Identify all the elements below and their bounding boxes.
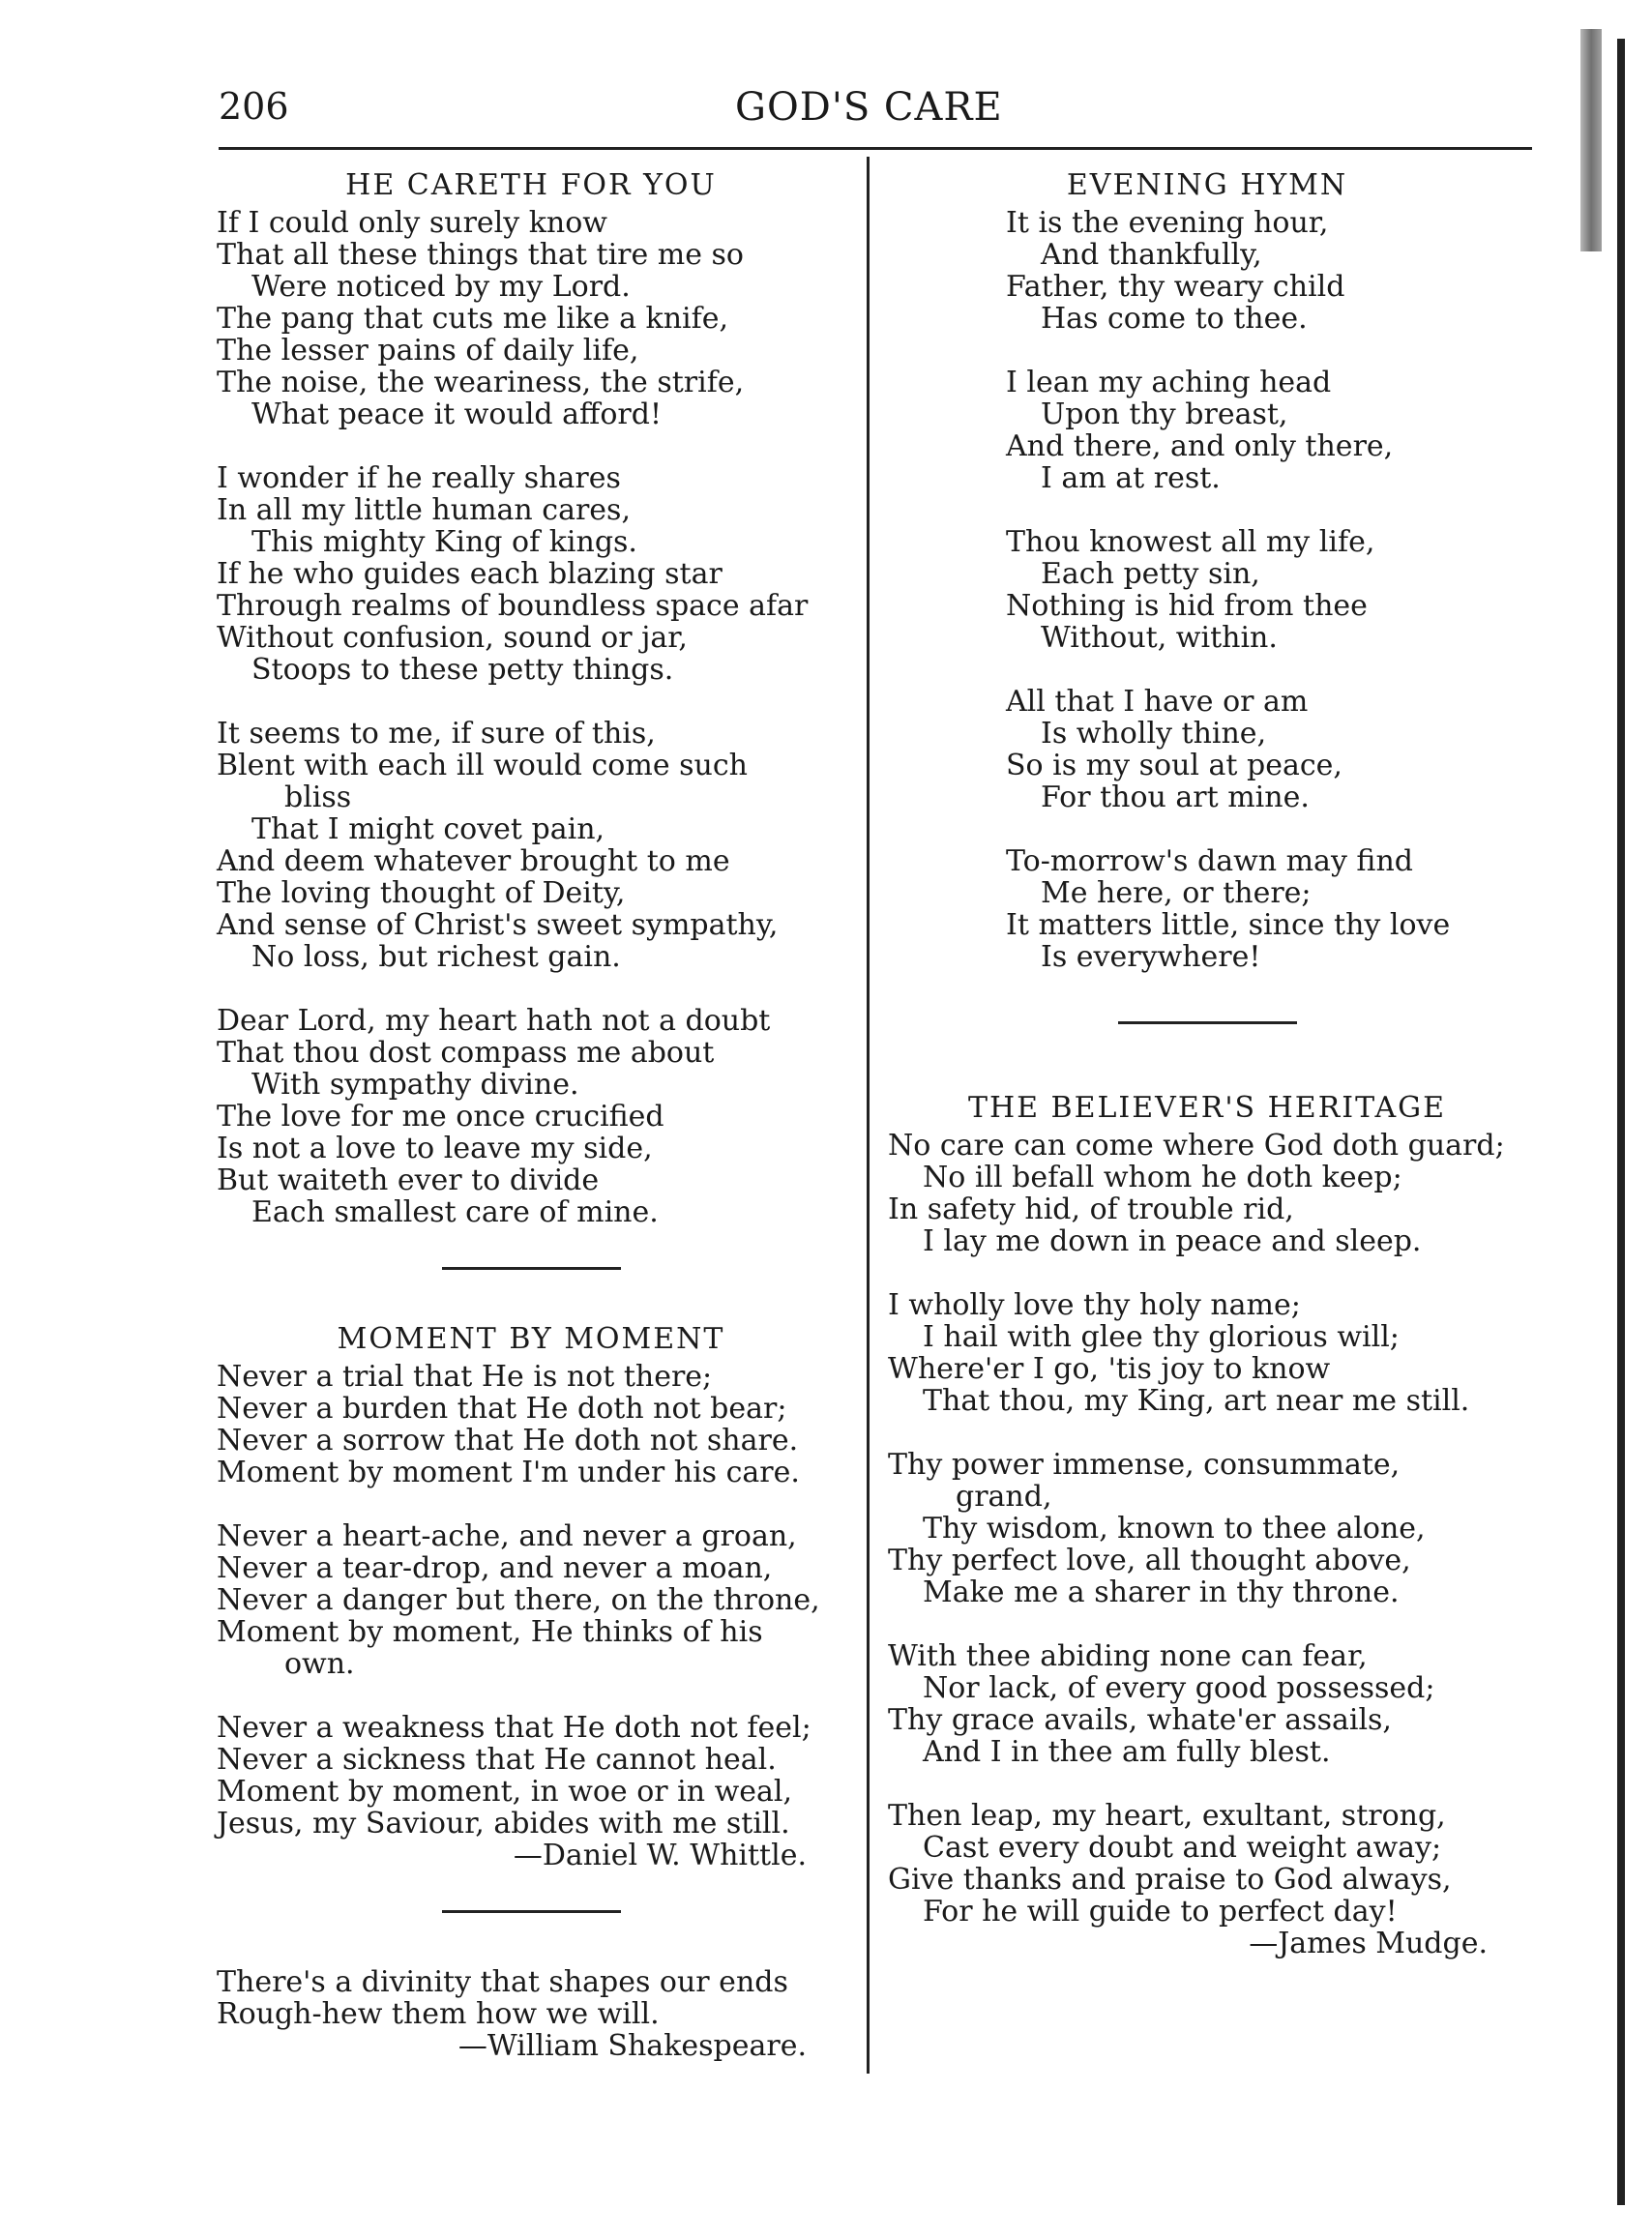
verse-line: I hail with glee thy glorious will;: [923, 1320, 1400, 1354]
verse-line: Nothing is hid from thee: [1006, 589, 1368, 623]
stanza: [217, 1005, 845, 1228]
verse-line: Stoops to these petty things.: [251, 653, 674, 687]
verse-line: Give thanks and praise to God always,: [888, 1863, 1452, 1897]
author-attribution: —James Mudge.: [1249, 1927, 1488, 1960]
verse-line: Dear Lord, my heart hath not a doubt: [217, 1004, 771, 1038]
verse-line: With sympathy divine.: [251, 1068, 579, 1102]
verse-line: The noise, the weariness, the strife,: [217, 366, 745, 399]
verse-line: Each smallest care of mine.: [251, 1195, 659, 1229]
verse-line: No care can come where God doth guard;: [888, 1129, 1505, 1163]
stanza: [217, 1361, 845, 1488]
verse-line: But waiteth ever to divide: [217, 1163, 600, 1197]
verse-line: It matters little, since thy love: [1006, 908, 1451, 942]
verse-line: And sense of Christ's sweet sympathy,: [217, 908, 779, 942]
running-head: GOD'S CARE: [735, 85, 1003, 130]
verse-line: Is not a love to leave my side,: [217, 1132, 653, 1165]
verse-line: The love for me once crucified: [217, 1100, 664, 1134]
page-edge-shadow: [1580, 29, 1602, 251]
verse-line: Without, within.: [1041, 621, 1278, 655]
verse-line: In all my little human cares,: [217, 493, 631, 527]
verse-line: Never a weakness that He doth not feel;: [217, 1711, 811, 1745]
verse-line: Never a trial that He is not there;: [217, 1360, 713, 1394]
verse-line: Me here, or there;: [1041, 876, 1312, 910]
verse-line: And I in thee am fully blest.: [923, 1735, 1331, 1769]
verse-line: own.: [284, 1647, 355, 1681]
verse-line: Make me a sharer in thy throne.: [923, 1575, 1400, 1609]
author-attribution: —William Shakespeare.: [457, 2029, 807, 2063]
verse-line: Never a heart-ache, and never a groan,: [217, 1519, 797, 1553]
verse-line: To-morrow's dawn may find: [1006, 844, 1413, 878]
verse-line: So is my soul at peace,: [1006, 749, 1342, 782]
verse-line: Never a tear-drop, and never a moan,: [217, 1551, 773, 1585]
poem-title: HE CARETH FOR YOU: [345, 168, 717, 202]
verse-line: Never a sorrow that He doth not share.: [217, 1424, 799, 1458]
verse-line: And deem whatever brought to me: [217, 844, 730, 878]
verse-line: In safety hid, of trouble rid,: [888, 1193, 1294, 1226]
verse-line: The pang that cuts me like a knife,: [217, 302, 729, 336]
verse-line: That all these things that tire me so: [217, 238, 744, 272]
verse-line: Upon thy breast,: [1041, 398, 1288, 431]
verse-line: I lean my aching head: [1006, 366, 1332, 399]
stanza: [217, 718, 845, 973]
verse-line: grand,: [956, 1480, 1052, 1514]
verse-line: bliss: [284, 780, 352, 814]
stanza: [1006, 207, 1526, 335]
verse-line: Without confusion, sound or jar,: [217, 621, 688, 655]
stanza: [888, 1449, 1526, 1608]
verse-line: Then leap, my heart, exultant, strong,: [888, 1799, 1446, 1833]
verse-line: Through realms of boundless space afar: [217, 589, 809, 623]
poem-title: EVENING HYMN: [1066, 168, 1348, 202]
header-rule: [219, 147, 1532, 150]
verse-line: Moment by moment, in woe or in weal,: [217, 1775, 793, 1809]
page-edge: [1617, 39, 1625, 2205]
verse-line: I am at rest.: [1041, 461, 1221, 495]
stanza: [1006, 845, 1526, 973]
stanza: [217, 1712, 845, 1871]
verse-line: Thy perfect love, all thought above,: [888, 1544, 1411, 1577]
verse-line: Nor lack, of every good possessed;: [923, 1671, 1435, 1705]
verse-line: Father, thy weary child: [1006, 270, 1345, 304]
verse-line: Is everywhere!: [1041, 940, 1261, 974]
verse-line: For thou art mine.: [1041, 780, 1310, 814]
verse-line: Rough-hew them how we will.: [217, 1997, 660, 2031]
stanza: [217, 1520, 845, 1680]
section-divider: [1118, 1021, 1297, 1024]
verse-line: For he will guide to perfect day!: [923, 1895, 1398, 1929]
verse-line: And thankfully,: [1041, 238, 1262, 272]
verse-line: Jesus, my Saviour, abides with me still.: [217, 1807, 790, 1840]
verse-line: I lay me down in peace and sleep.: [923, 1224, 1422, 1258]
right-column: [888, 169, 1526, 1959]
verse-line: Never a sickness that He cannot heal.: [217, 1743, 777, 1777]
poem-title: THE BELIEVER'S HERITAGE: [967, 1091, 1447, 1125]
verse-line: No loss, but richest gain.: [251, 940, 621, 974]
stanza: [888, 1289, 1526, 1417]
author-attribution: —Daniel W. Whittle.: [513, 1839, 807, 1872]
verse-line: Each petty sin,: [1041, 557, 1260, 591]
stanza: [217, 207, 845, 430]
verse-line: What peace it would afford!: [251, 398, 663, 431]
verse-line: And there, and only there,: [1006, 429, 1394, 463]
verse-line: The lesser pains of daily life,: [217, 334, 639, 368]
column-rule: [867, 157, 870, 2074]
verse-line: It is the evening hour,: [1006, 206, 1329, 240]
stanza: [1006, 526, 1526, 654]
stanza: [888, 1130, 1526, 1257]
verse-line: That I might covet pain,: [251, 812, 605, 846]
verse-line: Never a burden that He doth not bear;: [217, 1392, 787, 1426]
section-divider: [442, 1267, 621, 1270]
verse-line: All that I have or am: [1006, 685, 1309, 719]
verse-line: Moment by moment, He thinks of his: [217, 1615, 763, 1649]
stanza: [888, 1640, 1526, 1768]
stanza: [888, 1800, 1526, 1959]
verse-line: If I could only surely know: [217, 206, 607, 240]
page-number: 206: [219, 85, 289, 128]
verse-line: That thou dost compass me about: [217, 1036, 715, 1070]
verse-line: Were noticed by my Lord.: [251, 270, 631, 304]
stanza: [1006, 686, 1526, 813]
verse-line: Blent with each ill would come such: [217, 749, 748, 782]
verse-line: Is wholly thine,: [1041, 717, 1267, 751]
verse-line: With thee abiding none can fear,: [888, 1639, 1368, 1673]
verse-line: The loving thought of Deity,: [217, 876, 626, 910]
stanza: [217, 462, 845, 686]
verse-line: Has come to thee.: [1041, 302, 1308, 336]
verse-line: Cast every doubt and weight away;: [923, 1831, 1442, 1865]
poem-title: MOMENT BY MOMENT: [337, 1322, 725, 1356]
verse-line: That thou, my King, art near me still.: [923, 1384, 1470, 1418]
verse-line: Thou knowest all my life,: [1006, 525, 1375, 559]
stanza: [1006, 367, 1526, 494]
verse-line: There's a divinity that shapes our ends: [217, 1965, 788, 1999]
verse-line: Moment by moment I'm under his care.: [217, 1456, 800, 1489]
verse-line: It seems to me, if sure of this,: [217, 717, 656, 751]
verse-line: This mighty King of kings.: [251, 525, 637, 559]
section-divider: [442, 1910, 621, 1913]
verse-line: Thy power immense, consummate,: [888, 1448, 1401, 1482]
quote: [217, 1966, 845, 2062]
verse-line: Where'er I go, 'tis joy to know: [888, 1352, 1331, 1386]
verse-line: Never a danger but there, on the throne,: [217, 1583, 820, 1617]
left-column: [217, 169, 845, 2062]
verse-line: I wonder if he really shares: [217, 461, 621, 495]
verse-line: If he who guides each blazing star: [217, 557, 723, 591]
verse-line: No ill befall whom he doth keep;: [923, 1161, 1402, 1194]
verse-line: Thy wisdom, known to thee alone,: [923, 1512, 1426, 1546]
verse-line: I wholly love thy holy name;: [888, 1288, 1301, 1322]
verse-line: Thy grace avails, whate'er assails,: [888, 1703, 1392, 1737]
